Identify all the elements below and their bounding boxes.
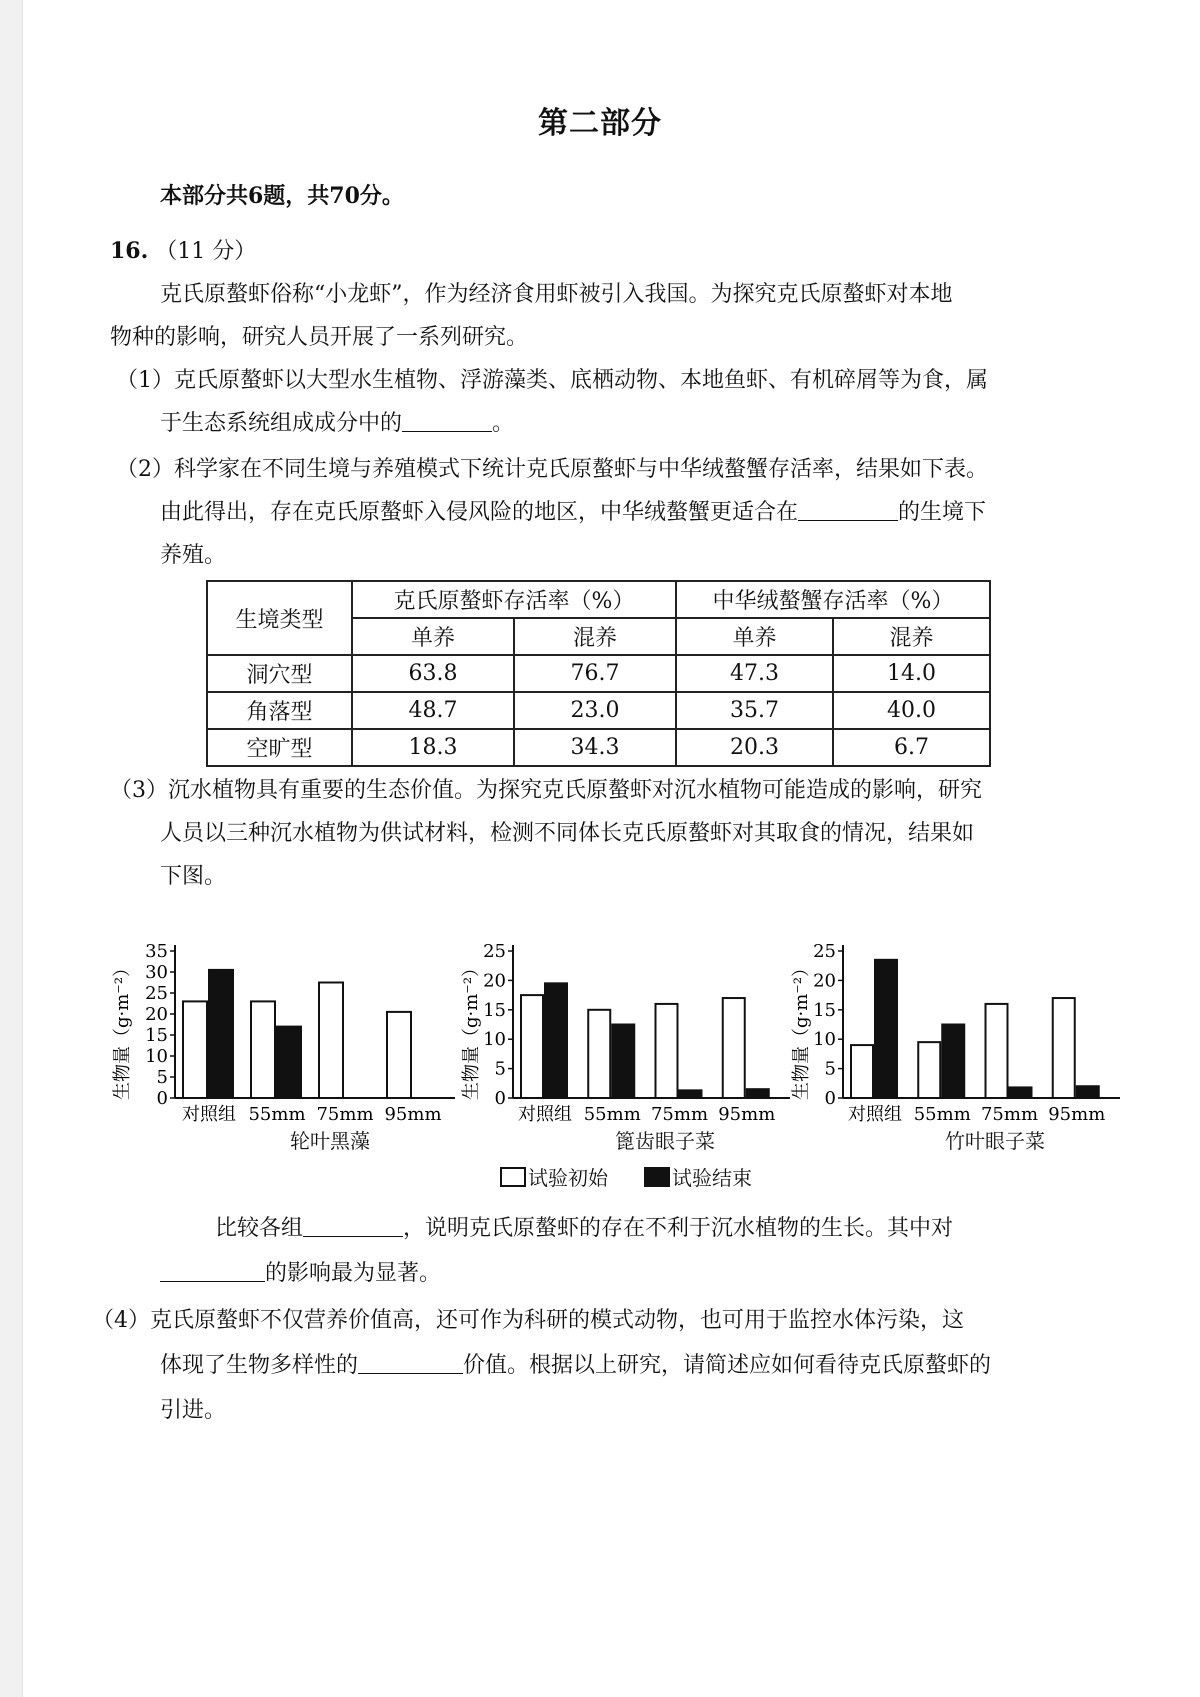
- x-tick-label: 55mm: [583, 1104, 641, 1125]
- table-subheader: 单养: [352, 618, 514, 655]
- question-header: [110, 236, 256, 267]
- part2-line2: [160, 498, 986, 528]
- bar-chart-svg: [455, 935, 795, 1125]
- answer-blank-5[interactable]: [358, 1351, 463, 1374]
- table-cell: 63.8: [352, 655, 514, 692]
- table-header-habitat: 生境类型: [207, 581, 352, 655]
- chart-y-label-text: 生物量（g·m⁻²）: [112, 958, 133, 1100]
- part4-line1: （4）克氏原螯虾不仅营养价值高，还可作为科研的模式动物，也可用于监控水体污染，这: [92, 1308, 965, 1333]
- y-tick-label: 20: [483, 970, 506, 992]
- y-tick-label: 5: [494, 1058, 506, 1080]
- bar-initial: [521, 995, 543, 1098]
- question-stem-line2: 物种的影响，研究人员开展了一系列研究。: [110, 325, 529, 350]
- bar-final: [277, 1027, 301, 1098]
- table-subheader: 混养: [514, 618, 676, 655]
- y-tick-label: 20: [145, 1004, 168, 1025]
- part3-line2: 人员以三种沉水植物为供试材料，检测不同体长克氏原螯虾对其取食的情况，结果如: [160, 821, 975, 846]
- part1-line1: （1）克氏原螯虾以大型水生植物、浮游藻类、底栖动物、本地鱼虾、有机碎屑等为食，属: [116, 368, 989, 393]
- bar-final: [680, 1090, 702, 1098]
- answer-blank-2[interactable]: [798, 498, 898, 521]
- chart-title: 篦齿眼子菜: [615, 1129, 715, 1153]
- legend-label-start: 试验初始: [528, 1166, 608, 1190]
- bar-final: [942, 1025, 964, 1099]
- table-cell: 34.3: [514, 729, 676, 766]
- table-header-crab: 中华绒螯蟹存活率（%）: [676, 581, 990, 618]
- section-title: 第二部分: [538, 106, 662, 141]
- x-tick-label: 95mm: [718, 1104, 776, 1125]
- table-header-crayfish: 克氏原螯虾存活率（%）: [352, 581, 676, 618]
- x-tick-label: 75mm: [316, 1104, 374, 1125]
- question-stem-line1: 克氏原螯虾俗称“小龙虾”，作为经济食用虾被引入我国。为探究克氏原螯虾对本地: [160, 282, 953, 307]
- bar-initial: [1053, 998, 1075, 1098]
- part3-after-text3: 的影响最为显著。: [265, 1261, 442, 1286]
- part4-text: 体现了生物多样性的: [160, 1353, 359, 1378]
- part3-line1: （3）沉水植物具有重要的生态价值。为探究克氏原螯虾对沉水植物可能造成的影响，研究: [110, 778, 983, 803]
- section-intro: 本部分共6题，共70分。: [160, 183, 404, 209]
- bar-chart-svg: [100, 935, 460, 1125]
- page-edge: [0, 0, 23, 1697]
- x-tick-label: 对照组: [518, 1104, 572, 1125]
- y-tick-label: 15: [483, 999, 506, 1021]
- y-tick-label: 5: [824, 1058, 836, 1080]
- x-tick-label: 75mm: [650, 1104, 709, 1125]
- answer-blank-3[interactable]: [303, 1214, 403, 1237]
- table-cell: 76.7: [514, 655, 676, 692]
- bar-final: [1010, 1087, 1032, 1098]
- chart-2: [455, 935, 795, 1153]
- survival-rate-table: [206, 580, 991, 767]
- bar-initial: [851, 1045, 873, 1098]
- bar-initial: [656, 1004, 678, 1098]
- bar-initial: [588, 1010, 610, 1098]
- part4-line2: [160, 1351, 991, 1381]
- table-cell: 14.0: [833, 655, 990, 692]
- bar-initial: [723, 998, 745, 1098]
- chart-y-label-text: 生物量（g·m⁻²）: [461, 958, 482, 1100]
- x-tick-label: 55mm: [913, 1104, 971, 1125]
- answer-blank-4[interactable]: [160, 1259, 265, 1282]
- y-tick-label: 10: [813, 1029, 836, 1051]
- question-points: （11 分）: [155, 239, 257, 264]
- table-subheader: 单养: [676, 618, 833, 655]
- bar-final: [545, 983, 567, 1098]
- part2-line1: （2）科学家在不同生境与养殖模式下统计克氏原螯虾与中华绒螯蟹存活率，结果如下表。: [116, 457, 989, 482]
- part1-text: 于生态系统组成成分中的: [160, 411, 403, 436]
- chart-3: [785, 935, 1125, 1153]
- y-tick-label: 0: [156, 1088, 168, 1109]
- part3-after-text: 比较各组: [215, 1216, 304, 1241]
- part3-after-text2: ，说明克氏原螯虾的存在不利于沉水植物的生长。其中对: [403, 1216, 954, 1241]
- table-cell: 48.7: [352, 692, 514, 729]
- question-number: 16.: [110, 238, 149, 264]
- chart-y-axis-label: [461, 959, 482, 1100]
- part3-line3: 下图。: [160, 864, 227, 889]
- part1-end: 。: [492, 411, 515, 436]
- legend-swatch-start: [500, 1167, 526, 1187]
- table-cell: 6.7: [833, 729, 990, 766]
- y-tick-label: 5: [156, 1067, 168, 1088]
- y-tick-label: 15: [813, 999, 836, 1021]
- table-cell-habitat: 洞穴型: [207, 655, 352, 692]
- bar-initial: [183, 1001, 207, 1098]
- table-cell: 20.3: [676, 729, 833, 766]
- part1-line2: [160, 409, 514, 439]
- y-tick-label: 25: [813, 941, 836, 962]
- table-cell: 40.0: [833, 692, 990, 729]
- table-row: [207, 692, 990, 729]
- bar-final: [209, 970, 233, 1098]
- y-tick-label: 10: [483, 1029, 506, 1051]
- table-subheader: 混养: [833, 618, 990, 655]
- x-tick-label: 55mm: [248, 1104, 306, 1125]
- part4-line3: 引进。: [160, 1398, 227, 1423]
- table-row: [207, 655, 990, 692]
- chart-1: [100, 935, 460, 1153]
- y-tick-label: 25: [483, 941, 506, 962]
- table-row: [207, 729, 990, 766]
- chart-y-axis-label: [112, 959, 133, 1100]
- bar-initial: [986, 1004, 1008, 1098]
- table-cell: 35.7: [676, 692, 833, 729]
- part2-text-end: 的生境下: [898, 500, 987, 525]
- x-tick-label: 对照组: [182, 1104, 236, 1125]
- bar-chart-svg: [785, 935, 1125, 1125]
- x-tick-label: 95mm: [1048, 1104, 1106, 1125]
- table-cell-habitat: 空旷型: [207, 729, 352, 766]
- legend-label-end: 试验结束: [672, 1166, 752, 1190]
- answer-blank-1[interactable]: [402, 409, 492, 432]
- chart-y-axis-label: [791, 959, 812, 1100]
- legend-swatch-end: [644, 1167, 670, 1187]
- bar-final: [875, 960, 897, 1098]
- y-tick-label: 20: [813, 970, 836, 992]
- table-cell: 47.3: [676, 655, 833, 692]
- chart-title: 轮叶黑藻: [290, 1129, 370, 1153]
- bar-final: [612, 1025, 634, 1099]
- bar-initial: [319, 983, 343, 1099]
- table-cell: 23.0: [514, 692, 676, 729]
- y-tick-label: 10: [145, 1046, 168, 1067]
- y-tick-label: 35: [145, 941, 168, 962]
- table-cell: 18.3: [352, 729, 514, 766]
- bar-final: [747, 1089, 769, 1098]
- chart-title: 竹叶眼子菜: [945, 1129, 1045, 1153]
- x-tick-label: 对照组: [848, 1104, 902, 1125]
- part4-text2: 价值。根据以上研究，请简述应如何看待克氏原螯虾的: [463, 1353, 992, 1378]
- table-cell-habitat: 角落型: [207, 692, 352, 729]
- bar-final: [1077, 1086, 1099, 1098]
- part3-after-line1: [215, 1214, 953, 1244]
- y-tick-label: 0: [824, 1088, 836, 1109]
- chart-legend: [500, 1162, 752, 1191]
- y-tick-label: 0: [494, 1088, 506, 1109]
- y-tick-label: 30: [145, 962, 168, 983]
- part2-line3: 养殖。: [160, 543, 227, 568]
- y-tick-label: 25: [145, 983, 168, 1004]
- x-tick-label: 75mm: [980, 1104, 1039, 1125]
- part2-text: 由此得出，存在克氏原螯虾入侵风险的地区，中华绒螯蟹更适合在: [160, 500, 799, 525]
- x-tick-label: 95mm: [384, 1104, 442, 1125]
- bar-initial: [251, 1001, 275, 1098]
- chart-y-label-text: 生物量（g·m⁻²）: [791, 958, 812, 1100]
- bar-initial: [387, 1012, 411, 1098]
- part3-after-line2: [160, 1259, 441, 1289]
- bar-initial: [918, 1042, 940, 1098]
- y-tick-label: 15: [145, 1025, 168, 1046]
